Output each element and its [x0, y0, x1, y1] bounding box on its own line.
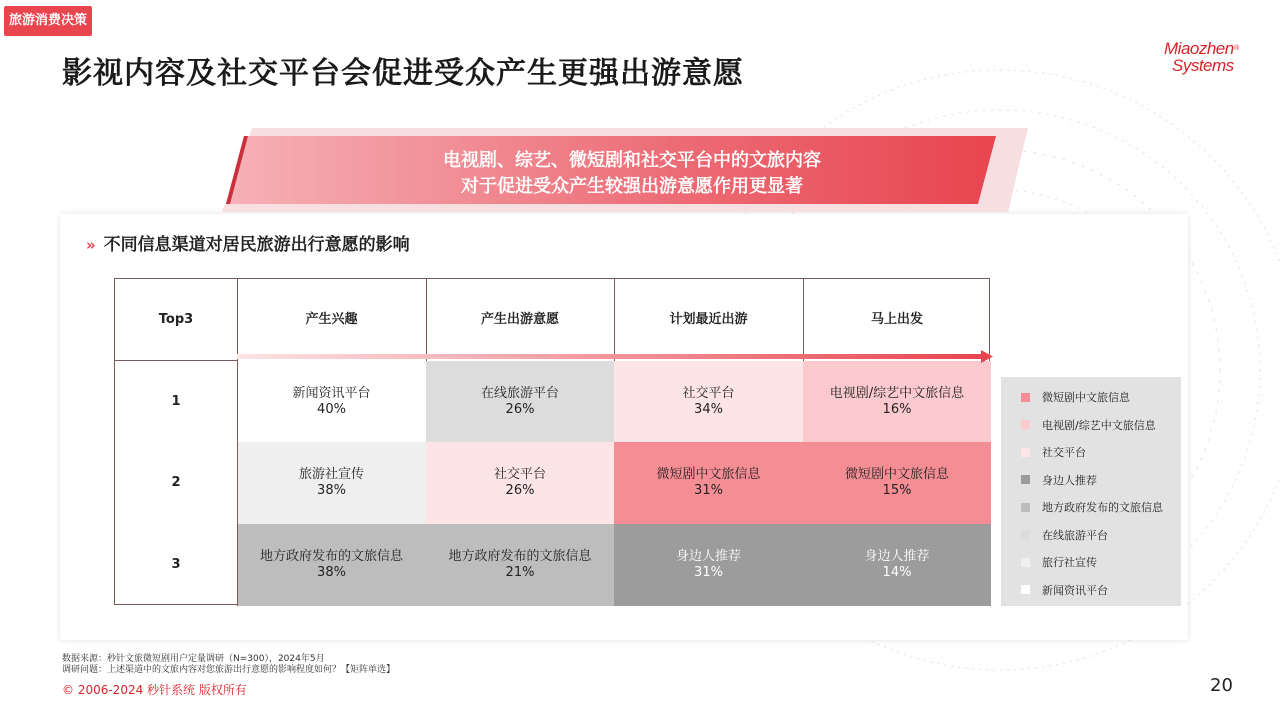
legend-label: 地方政府发布的文旅信息 — [1042, 501, 1163, 514]
rank-label: 1 — [171, 393, 181, 409]
channel-influence-table — [114, 278, 990, 605]
table-cell — [803, 524, 991, 606]
channel-percent: 38% — [317, 483, 346, 498]
channel-name: 微短剧中文旅信息 — [656, 467, 761, 482]
table-cell — [614, 524, 803, 606]
channel-percent: 31% — [694, 483, 723, 498]
table-cell — [803, 361, 991, 442]
table-cell — [803, 442, 991, 524]
channel-percent: 21% — [505, 565, 535, 580]
legend-label: 社交平台 — [1042, 446, 1086, 459]
table-cell — [614, 442, 803, 524]
column-header: 产生出游意愿 — [480, 312, 559, 327]
legend-swatch — [1021, 585, 1030, 594]
rank-label: 3 — [171, 557, 181, 572]
channel-percent: 26% — [505, 483, 535, 498]
channel-name: 社交平台 — [493, 467, 546, 482]
legend-item — [1021, 444, 1086, 460]
legend-item — [1021, 389, 1130, 405]
table-cell — [426, 524, 614, 606]
channel-name: 电视剧/综艺中文旅信息 — [829, 385, 965, 401]
color-legend — [1001, 377, 1181, 606]
channel-name: 社交平台 — [682, 385, 735, 401]
channel-percent: 15% — [882, 483, 912, 498]
table-cell — [614, 361, 803, 442]
table-cell — [426, 442, 614, 524]
legend-item — [1021, 499, 1163, 515]
double-chevron-icon: » — [86, 236, 92, 254]
legend-item — [1021, 472, 1097, 488]
table-divider — [237, 279, 238, 606]
legend-label: 旅行社宣传 — [1042, 556, 1097, 569]
table-cell — [237, 361, 426, 442]
legend-swatch — [1021, 530, 1030, 539]
legend-label: 新闻资讯平台 — [1042, 583, 1108, 597]
channel-percent: 34% — [694, 401, 723, 417]
table-divider — [803, 279, 804, 361]
page-title: 影视内容及社交平台会促进受众产生更强出游意愿 — [62, 56, 744, 91]
rank-label: 2 — [171, 475, 181, 490]
banner-line-1: 电视剧、综艺、微短剧和社交平台中的文旅内容 — [443, 150, 821, 171]
copyright: © 2006-2024 秒针系统 版权所有 — [62, 683, 247, 697]
legend-swatch — [1021, 420, 1030, 429]
legend-swatch — [1021, 503, 1030, 512]
company-logo: Miaozhen Systems ® — [1164, 39, 1239, 75]
section-heading: » 不同信息渠道对居民旅游出行意愿的影响 — [86, 235, 410, 255]
legend-swatch — [1021, 558, 1030, 567]
footnote-source: 数据来源：秒针文旅微短剧用户定量调研（N=300），2024年5月 — [62, 654, 325, 664]
column-header: 产生兴趣 — [305, 312, 358, 327]
channel-name: 微短剧中文旅信息 — [844, 467, 949, 482]
table-divider — [614, 279, 615, 361]
legend-item — [1021, 554, 1097, 570]
table-corner-header: Top3 — [158, 312, 194, 327]
footnote-question: 调研问题：上述渠道中的文旅内容对您旅游出行意愿的影响程度如何？【矩阵单选】 — [62, 665, 396, 675]
table-cell — [237, 524, 426, 606]
channel-percent: 26% — [505, 401, 535, 417]
channel-percent: 40% — [317, 401, 346, 417]
channel-name: 身边人推荐 — [864, 549, 930, 564]
legend-label: 身边人推荐 — [1042, 473, 1097, 487]
channel-name: 新闻资讯平台 — [292, 385, 371, 401]
channel-percent: 38% — [317, 565, 346, 580]
channel-name: 地方政府发布的文旅信息 — [259, 549, 403, 564]
column-header: 计划最近出游 — [669, 312, 748, 327]
table-divider — [426, 279, 427, 361]
table-cell — [426, 361, 614, 442]
key-finding-banner — [222, 124, 1028, 216]
legend-label: 微短剧中文旅信息 — [1042, 391, 1130, 404]
channel-percent: 16% — [882, 401, 912, 417]
legend-label: 在线旅游平台 — [1042, 528, 1108, 542]
legend-item — [1021, 417, 1156, 433]
legend-label: 电视剧/综艺中文旅信息 — [1042, 418, 1156, 432]
page-number: 20 — [1210, 675, 1233, 696]
section-tag: 旅游消费决策 — [4, 6, 92, 36]
channel-name: 身边人推荐 — [675, 549, 741, 564]
channel-name: 在线旅游平台 — [480, 385, 559, 401]
legend-item — [1021, 582, 1108, 598]
column-header: 马上出发 — [870, 312, 923, 327]
channel-name: 地方政府发布的文旅信息 — [448, 549, 592, 564]
channel-percent: 31% — [694, 565, 723, 580]
banner-line-2: 对于促进受众产生较强出游意愿作用更显著 — [461, 176, 803, 197]
legend-swatch — [1021, 393, 1030, 402]
channel-name: 旅游社宣传 — [298, 467, 364, 482]
legend-swatch — [1021, 448, 1030, 457]
legend-item — [1021, 527, 1108, 543]
legend-swatch — [1021, 475, 1030, 484]
channel-percent: 14% — [882, 565, 912, 580]
table-divider — [115, 360, 237, 361]
table-cell — [237, 442, 426, 524]
progress-arrow — [237, 350, 993, 364]
